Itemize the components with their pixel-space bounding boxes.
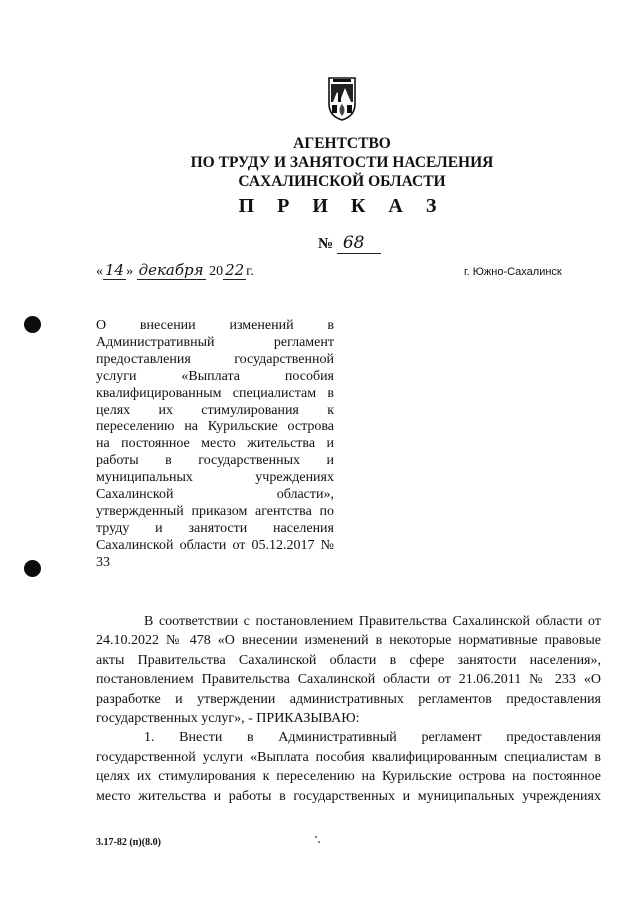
- order-subject: [96, 318, 334, 572]
- body-line: постановлением Правительства Сахалинской области от 21.06.2011 № 233 «О: [96, 672, 601, 688]
- order-number: [318, 233, 381, 254]
- body-line: 1. Внести в Административный регламент предоставления: [144, 730, 601, 746]
- subject-line: 33: [96, 554, 110, 570]
- date-year-unit: г.: [246, 264, 254, 279]
- subject-line: на постоянное место жительства и: [96, 436, 334, 452]
- subject-line: квалифицированным специалистам в: [96, 385, 334, 401]
- subject-line: работы в государственных и: [96, 453, 334, 469]
- subject-line: Сахалинской области от 05.12.2017 №: [96, 537, 334, 553]
- date-month: декабря: [138, 261, 204, 279]
- scan-speck: [318, 841, 320, 843]
- subject-line: муниципальных учреждениях: [96, 470, 334, 486]
- document-type: П Р И К А З: [238, 195, 446, 217]
- body-line: 24.10.2022 № 478 «О внесении изменений в некоторые нормативные правовые: [96, 633, 601, 649]
- body-line: целях их стимулирования к переселению на Курильские острова на постоянное: [96, 769, 601, 785]
- punch-hole-top: [24, 316, 41, 333]
- subject-line: целях их стимулирования к: [96, 402, 334, 418]
- subject-line: услуги «Выплата пособия: [96, 368, 334, 384]
- body-line: государственных услуг», - ПРИКАЗЫВАЮ:: [96, 711, 360, 727]
- order-body: [96, 612, 601, 806]
- order-number-label: №: [318, 236, 334, 252]
- agency-title-line-1: АГЕНТСТВО: [293, 135, 391, 152]
- city-label: г. Южно-Сахалинск: [464, 266, 562, 278]
- agency-title-line-2: ПО ТРУДУ И ЗАНЯТОСТИ НАСЕЛЕНИЯ: [190, 154, 494, 171]
- punch-hole-bottom: [24, 560, 41, 577]
- body-line: В соответствии с постановлением Правительства Сахалинской области от: [144, 614, 601, 629]
- subject-line: труду и занятости населения: [96, 520, 334, 536]
- form-code: 3.17-82 (п)(8.0): [96, 837, 161, 848]
- subject-line: переселению на Курильские острова: [96, 419, 334, 435]
- subject-line: Сахалинской области»,: [96, 487, 334, 503]
- date-year-suffix: 22: [225, 261, 245, 279]
- scan-speck: [315, 836, 317, 838]
- agency-title-line-3: САХАЛИНСКОЙ ОБЛАСТИ: [238, 173, 446, 190]
- subject-line: О внесении изменений в: [96, 318, 334, 333]
- order-number-value: 68: [337, 233, 381, 254]
- body-line: государственной услуги «Выплата пособия квалифицированным специалистам в: [96, 749, 601, 765]
- subject-line: утвержденный приказом агентства по: [96, 503, 334, 519]
- agency-title: [150, 134, 534, 191]
- date-day: 14: [105, 261, 125, 279]
- order-date: « 14 » декабря 20 22 г.: [96, 261, 254, 279]
- body-line: разработке и утверждении административных регламентов предоставления: [96, 691, 601, 707]
- subject-line: предоставления государственной: [96, 351, 334, 367]
- coat-of-arms-icon: [323, 74, 361, 122]
- body-line: место жительства и работы в государственных и муниципальных учреждениях: [96, 788, 601, 804]
- subject-line: Административный регламент: [96, 334, 334, 350]
- date-year-prefix: 20: [209, 264, 224, 279]
- body-line: акты Правительства Сахалинской области в сфере занятости населения»,: [96, 652, 601, 668]
